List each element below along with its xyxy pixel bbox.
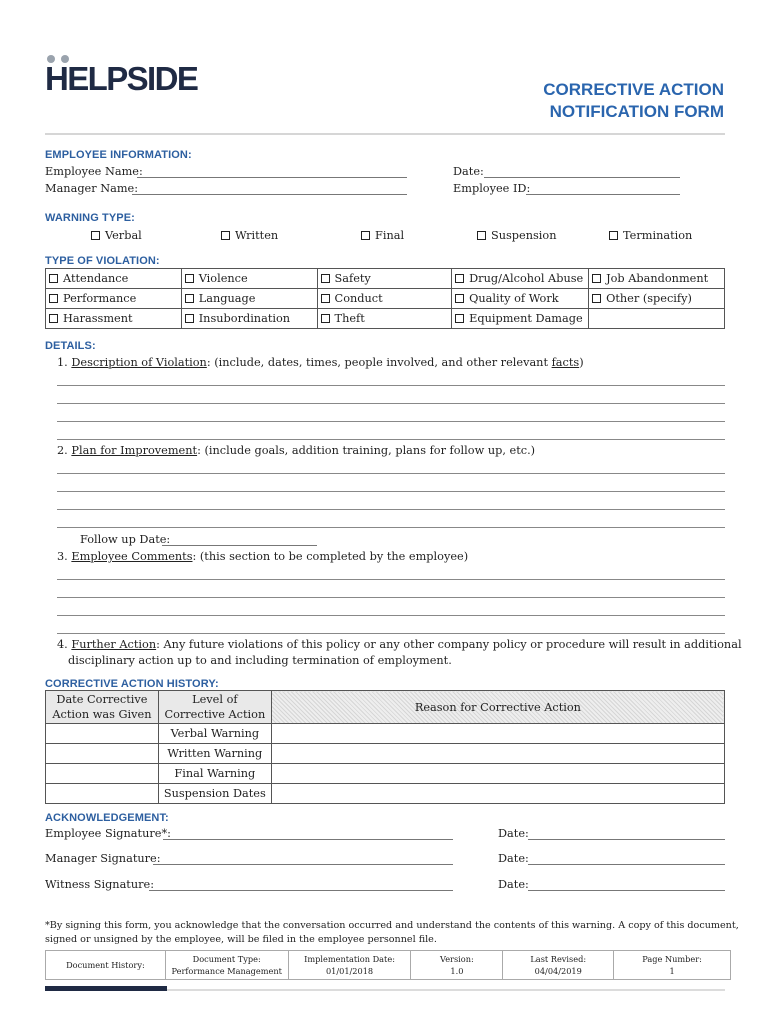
- warning-option-suspension[interactable]: Suspension: [477, 229, 557, 242]
- document-history-row: [46, 951, 731, 980]
- table-row: [46, 784, 725, 804]
- employee-id-field[interactable]: [526, 194, 680, 195]
- history-level-cell: Suspension Dates: [158, 784, 271, 804]
- description-line[interactable]: [57, 403, 725, 404]
- violation-option[interactable]: Conduct: [317, 289, 452, 309]
- version-cell: Version: 1.0: [411, 951, 503, 980]
- manager-signature-label: Manager Signature:: [45, 852, 161, 865]
- detail-item-4-title: Further Action: [71, 638, 157, 651]
- checkbox-icon[interactable]: [592, 294, 601, 303]
- follow-up-date-field[interactable]: [162, 545, 317, 546]
- violation-option[interactable]: Job Abandonment: [589, 269, 725, 289]
- plan-line[interactable]: [57, 473, 725, 474]
- checkbox-icon[interactable]: [185, 274, 194, 283]
- violation-empty-cell: [589, 309, 725, 329]
- history-date-cell[interactable]: [46, 744, 159, 764]
- witness-sig-date-field[interactable]: [528, 890, 725, 891]
- warning-option-written[interactable]: Written: [221, 229, 278, 242]
- warning-option-final[interactable]: Final: [361, 229, 404, 242]
- violation-option[interactable]: Drug/Alcohol Abuse: [452, 269, 589, 289]
- violation-heading: TYPE OF VIOLATION:: [45, 255, 160, 267]
- form-title-line1: CORRECTIVE ACTION: [543, 80, 724, 99]
- violation-option[interactable]: Violence: [181, 269, 317, 289]
- history-date-cell[interactable]: [46, 764, 159, 784]
- violation-row: [46, 289, 725, 309]
- checkbox-icon[interactable]: [455, 314, 464, 323]
- warning-type-heading: WARNING TYPE:: [45, 212, 135, 224]
- manager-name-field[interactable]: [132, 194, 407, 195]
- last-revised-cell: Last Revised: 04/04/2019: [503, 951, 614, 980]
- details-heading: DETAILS:: [45, 340, 96, 352]
- header-divider: [45, 133, 725, 135]
- checkbox-icon[interactable]: [221, 231, 230, 240]
- table-row: [46, 744, 725, 764]
- doc-history-label: Document History:: [46, 951, 166, 980]
- history-level-cell: Written Warning: [158, 744, 271, 764]
- checkbox-icon[interactable]: [455, 294, 464, 303]
- history-date-cell[interactable]: [46, 784, 159, 804]
- logo-text: HELPSIDE: [45, 60, 198, 97]
- comments-line[interactable]: [57, 615, 725, 616]
- manager-signature-field[interactable]: [153, 864, 453, 865]
- violation-option[interactable]: Theft: [317, 309, 452, 329]
- employee-signature-field[interactable]: [163, 839, 453, 840]
- detail-item-3: 3. Employee Comments: (this section to be completed by the employee): [57, 550, 469, 563]
- employee-sig-date-field[interactable]: [528, 839, 725, 840]
- violation-option[interactable]: Performance: [46, 289, 182, 309]
- history-reason-cell[interactable]: [271, 784, 724, 804]
- checkbox-icon[interactable]: [455, 274, 464, 283]
- history-table: [45, 690, 725, 804]
- employee-sig-date-label: Date:: [498, 827, 529, 840]
- violation-option[interactable]: Other (specify): [589, 289, 725, 309]
- plan-line[interactable]: [57, 491, 725, 492]
- checkbox-icon[interactable]: [185, 294, 194, 303]
- plan-line[interactable]: [57, 509, 725, 510]
- violation-option[interactable]: Safety: [317, 269, 452, 289]
- violation-option[interactable]: Equipment Damage: [452, 309, 589, 329]
- description-line[interactable]: [57, 439, 725, 440]
- history-date-cell[interactable]: [46, 724, 159, 744]
- warning-option-verbal[interactable]: Verbal: [91, 229, 142, 242]
- document-history-table: [45, 950, 731, 980]
- table-row: [46, 724, 725, 744]
- witness-sig-date-label: Date:: [498, 878, 529, 891]
- witness-signature-label: Witness Signature:: [45, 878, 155, 891]
- disclaimer-line1: *By signing this form, you acknowledge that the conversation occurred and understand the contents of this warning. A copy of this document,: [45, 920, 739, 931]
- manager-sig-date-field[interactable]: [528, 864, 725, 865]
- detail-item-1-title: Description of Violation: [71, 356, 207, 369]
- employee-name-label: Employee Name:: [45, 165, 143, 178]
- checkbox-icon[interactable]: [609, 231, 618, 240]
- history-reason-cell[interactable]: [271, 764, 724, 784]
- impl-date-cell: Implementation Date: 01/01/2018: [288, 951, 411, 980]
- manager-name-label: Manager Name:: [45, 182, 139, 195]
- history-heading: CORRECTIVE ACTION HISTORY:: [45, 678, 219, 690]
- violation-option[interactable]: Attendance: [46, 269, 182, 289]
- witness-signature-field[interactable]: [149, 890, 453, 891]
- detail-item-2-title: Plan for Improvement: [71, 444, 198, 457]
- violation-option[interactable]: Insubordination: [181, 309, 317, 329]
- checkbox-icon[interactable]: [49, 294, 58, 303]
- violation-table: [45, 268, 725, 329]
- detail-item-3-title: Employee Comments: [71, 550, 193, 563]
- employee-id-label: Employee ID:: [453, 182, 531, 195]
- employee-signature-label: Employee Signature*:: [45, 827, 171, 840]
- history-header-row: [46, 691, 725, 724]
- detail-item-2: 2. Plan for Improvement: (include goals, addition training, plans for follow up, etc.): [57, 444, 536, 457]
- checkbox-icon[interactable]: [91, 231, 100, 240]
- history-col-date: Date Corrective Action was Given: [46, 691, 159, 724]
- disclaimer-line2: signed or unsigned by the employee, will be filed in the employee personnel file.: [45, 934, 437, 945]
- manager-sig-date-label: Date:: [498, 852, 529, 865]
- history-level-cell: Verbal Warning: [158, 724, 271, 744]
- checkbox-icon[interactable]: [321, 314, 330, 323]
- doc-type-cell: Document Type: Performance Management: [165, 951, 288, 980]
- table-row: [46, 764, 725, 784]
- ack-heading: ACKNOWLEDGEMENT:: [45, 812, 169, 824]
- checkbox-icon[interactable]: [477, 231, 486, 240]
- detail-item-4-line2: disciplinary action up to and including termination of employment.: [68, 654, 452, 667]
- follow-up-label: Follow up Date:: [80, 533, 171, 546]
- date-field[interactable]: [484, 177, 680, 178]
- history-level-cell: Final Warning: [158, 764, 271, 784]
- history-col-level: Level of Corrective Action: [158, 691, 271, 724]
- checkbox-icon[interactable]: [592, 274, 601, 283]
- plan-line[interactable]: [57, 527, 725, 528]
- history-reason-cell[interactable]: [271, 744, 724, 764]
- logo: [45, 55, 245, 100]
- detail-item-1: 1. Description of Violation: (include, dates, times, people involved, and other relevant facts): [57, 356, 584, 369]
- checkbox-icon[interactable]: [49, 314, 58, 323]
- comments-line[interactable]: [57, 633, 725, 634]
- date-label: Date:: [453, 165, 484, 178]
- violation-row: [46, 309, 725, 329]
- checkbox-icon[interactable]: [49, 274, 58, 283]
- history-col-reason: Reason for Corrective Action: [271, 691, 724, 724]
- form-title-line2: NOTIFICATION FORM: [549, 102, 724, 121]
- checkbox-icon[interactable]: [321, 294, 330, 303]
- page-number-cell: Page Number: 1: [614, 951, 731, 980]
- description-line[interactable]: [57, 385, 725, 386]
- history-reason-cell[interactable]: [271, 724, 724, 744]
- description-line[interactable]: [57, 421, 725, 422]
- detail-item-4: 4. Further Action: Any future violations of this policy or any other company policy or procedure will result in additional: [57, 638, 742, 651]
- employee-name-field[interactable]: [137, 177, 407, 178]
- footer-accent-bar: [45, 986, 167, 991]
- violation-row: [46, 269, 725, 289]
- comments-line[interactable]: [57, 579, 725, 580]
- checkbox-icon[interactable]: [185, 314, 194, 323]
- violation-option[interactable]: Language: [181, 289, 317, 309]
- comments-line[interactable]: [57, 597, 725, 598]
- checkbox-icon[interactable]: [321, 274, 330, 283]
- warning-option-termination[interactable]: Termination: [609, 229, 692, 242]
- violation-option[interactable]: Quality of Work: [452, 289, 589, 309]
- checkbox-icon[interactable]: [361, 231, 370, 240]
- employee-info-heading: EMPLOYEE INFORMATION:: [45, 149, 192, 161]
- violation-option[interactable]: Harassment: [46, 309, 182, 329]
